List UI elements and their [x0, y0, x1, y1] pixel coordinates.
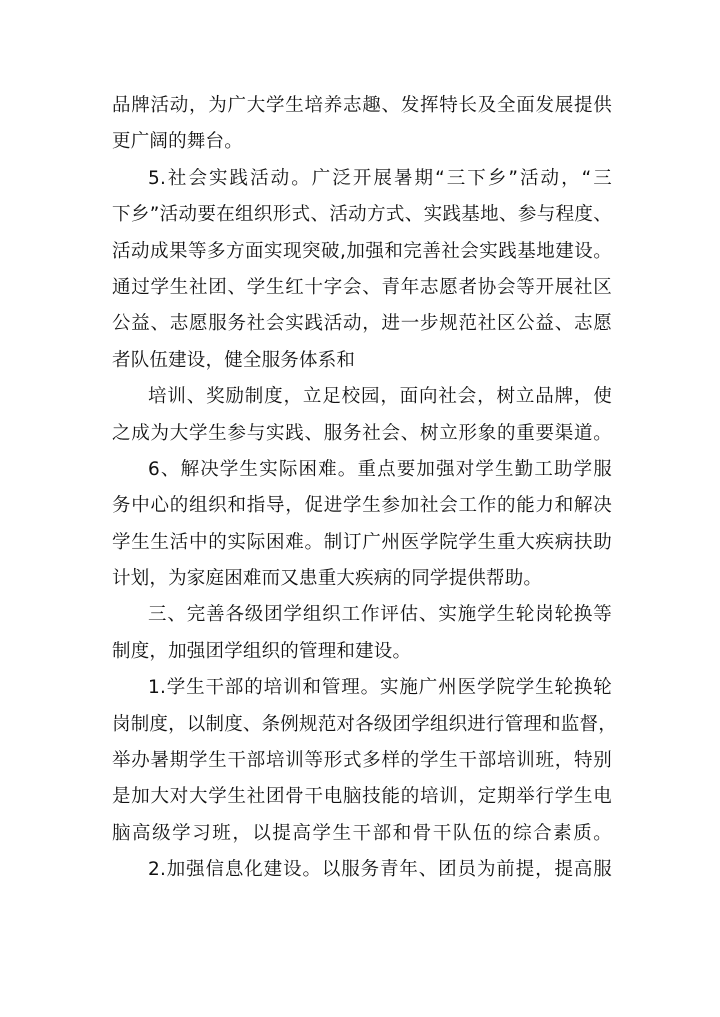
text-line: 活动成果等多方面实现突破,加强和完善社会实践基地建设。 — [112, 240, 612, 262]
text-line: 5.社会实践活动。广泛开展暑期“三下乡”活动，“三 — [148, 167, 612, 189]
text-line: 下乡”活动要在组织形式、活动方式、实践基地、参与程度、 — [112, 204, 612, 226]
text-line: 计划，为家庭困难而又患重大疾病的同学提供帮助。 — [112, 568, 543, 590]
text-line: 品牌活动，为广大学生培养志趣、发挥特长及全面发展提供 — [112, 95, 612, 116]
text-line: 6、解决学生实际困难。重点要加强对学生勤工助学服 — [148, 458, 612, 480]
text-line: 是加大对大学生社团骨干电脑技能的培训，定期举行学生电 — [112, 786, 612, 808]
text-line: 岗制度，以制度、条例规范对各级团学组织进行管理和监督， — [112, 713, 617, 735]
text-line: 更广阔的舞台。 — [112, 131, 243, 153]
text-line: 通过学生社团、学生红十字会、青年志愿者协会等开展社区 — [112, 276, 612, 298]
text-line: 2.加强信息化建设。以服务青年、团员为前提，提高服 — [148, 859, 612, 881]
text-line: 学生生活中的实际困难。制订广州医学院学生重大疾病扶助 — [112, 531, 612, 553]
text-line: 举办暑期学生干部培训等形式多样的学生干部培训班，特别 — [112, 750, 612, 772]
text-line: 务中心的组织和指导，促进学生参加社会工作的能力和解决 — [112, 495, 612, 517]
text-line: 者队伍建设，健全服务体系和 — [112, 349, 356, 371]
text-line: 1.学生干部的培训和管理。实施广州医学院学生轮换轮 — [148, 677, 612, 699]
text-line: 培训、奖励制度，立足校园，面向社会，树立品牌，使 — [148, 386, 612, 408]
text-line: 三、完善各级团学组织工作评估、实施学生轮岗轮换等 — [148, 604, 612, 626]
text-line: 制度，加强团学组织的管理和建设。 — [112, 640, 412, 662]
text-line: 脑高级学习班，以提高学生干部和骨干队伍的综合素质。 — [112, 822, 612, 844]
document-body — [112, 88, 617, 889]
text-line: 之成为大学生参与实践、服务社会、树立形象的重要渠道。 — [112, 422, 612, 444]
text-line: 公益、志愿服务社会实践活动，进一步规范社区公益、志愿 — [112, 313, 612, 335]
